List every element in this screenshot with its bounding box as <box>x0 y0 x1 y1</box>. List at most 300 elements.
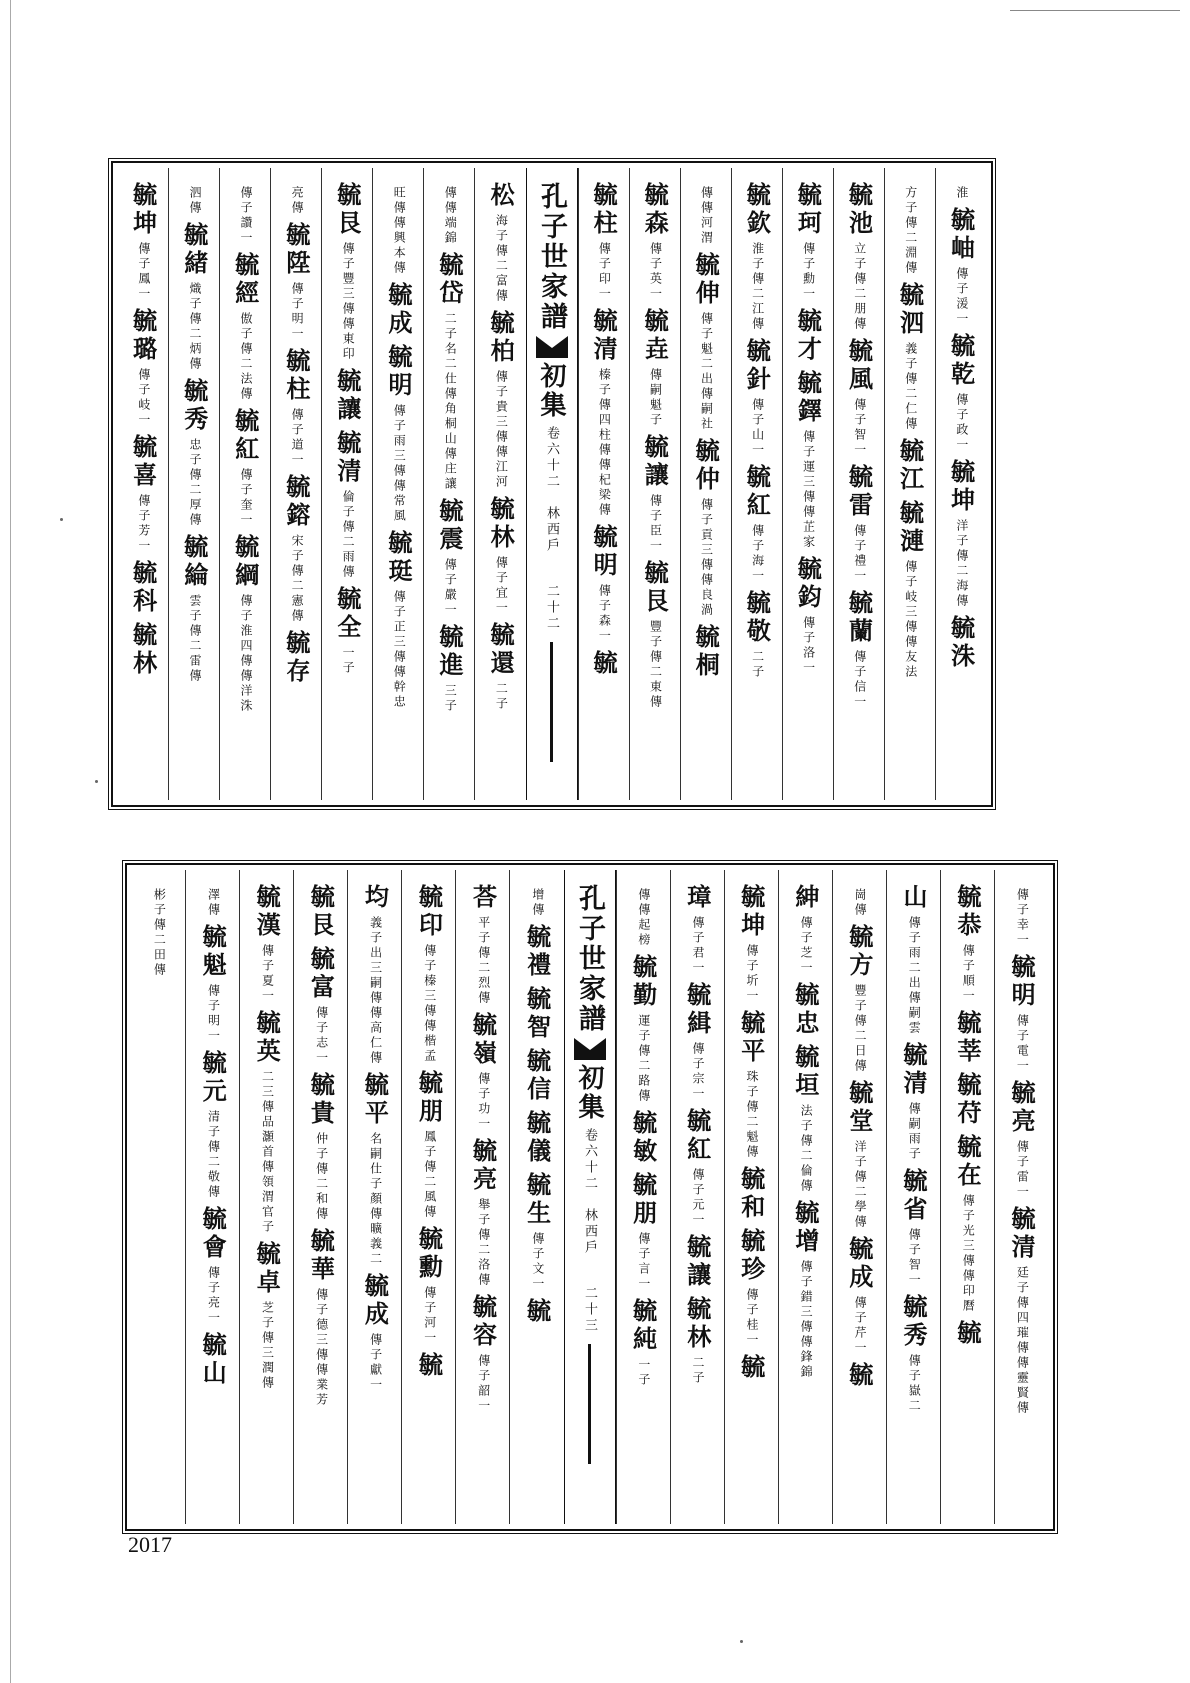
lineage-note: 傳子文一 <box>530 1232 545 1292</box>
person-name: 毓勤 <box>628 954 658 1010</box>
genealogy-entry <box>682 884 712 976</box>
center-fold-header <box>564 870 616 1524</box>
person-name: 毓柏 <box>486 310 516 366</box>
lineage-note: 傳子魁二出傳嗣社 <box>699 312 714 432</box>
person-name: 毓蘭 <box>844 590 874 646</box>
genealogy-entry <box>414 884 444 1064</box>
person-name: 毓綱 <box>230 534 260 590</box>
genealogy-entry <box>946 459 976 609</box>
person-name: 毓成 <box>844 1236 874 1292</box>
genealogy-entry <box>198 1050 228 1200</box>
genealogy-entry <box>230 534 260 714</box>
lineage-note: 豐子傳二東傳 <box>648 620 663 710</box>
person-name: 毓禮 <box>522 924 552 980</box>
book-title: 孔子世家譜 <box>536 182 567 332</box>
lineage-note: 三子 <box>443 684 458 714</box>
person-name: 毓富 <box>306 946 336 1002</box>
person-name: 毓明 <box>1007 954 1037 1010</box>
person-name: 毓讓 <box>332 368 362 424</box>
genealogy-entry <box>468 884 498 1006</box>
genealogy-entry <box>736 1010 766 1160</box>
genealogy-entry <box>360 1072 390 1267</box>
person-name: 毓 <box>953 1320 982 1348</box>
genealogy-entry <box>414 1226 444 1346</box>
person-name: 山 <box>898 884 928 912</box>
text-column <box>994 870 1048 1524</box>
person-name: 毓全 <box>332 586 362 642</box>
genealogy-entry <box>955 1134 980 1314</box>
person-name: 毓柱 <box>589 182 619 238</box>
scan-speck <box>60 518 63 521</box>
leaf-number: 二十三 <box>582 1286 597 1334</box>
lineage-note: 傳子勳一 <box>801 242 816 302</box>
lineage-note: 澤傳 <box>206 888 221 918</box>
text-column <box>578 168 629 800</box>
lineage-note: 忠子傳二厚傳 <box>187 438 202 528</box>
person-name: 毓風 <box>844 338 874 394</box>
person-name: 毓秀 <box>179 378 209 434</box>
genealogy-entry <box>391 182 405 276</box>
genealogy-entry <box>468 1294 498 1414</box>
genealogy-entry <box>790 1200 820 1380</box>
page-columns <box>132 870 1048 1524</box>
lineage-note: 傳子幸一 <box>1015 888 1030 948</box>
genealogy-entry <box>628 1298 658 1388</box>
genealogy-entry <box>522 1298 552 1326</box>
lineage-note: 傳子海一 <box>750 524 765 584</box>
text-column <box>680 168 731 800</box>
genealogy-entry <box>468 1012 498 1132</box>
lineage-note: 傳子湲一 <box>954 267 969 327</box>
lineage-note: 傳子信一 <box>852 650 867 710</box>
person-name: 毓省 <box>898 1168 928 1224</box>
genealogy-entry <box>486 622 516 712</box>
lineage-note: 亮傳 <box>290 186 305 216</box>
person-name: 毓恭 <box>953 884 982 940</box>
text-column <box>185 870 239 1524</box>
lineage-note: 傳子芹一 <box>853 1296 868 1356</box>
genealogy-entry <box>699 182 713 246</box>
genealogy-entry <box>628 954 658 1104</box>
genealogy-entry <box>332 586 362 676</box>
genealogy-entry <box>152 884 166 978</box>
scan-edge-line <box>10 0 11 1683</box>
lineage-note: 宋子傳二憲傳 <box>290 534 305 624</box>
lineage-note: 彬子傳二田傳 <box>152 888 167 978</box>
person-name: 毓垣 <box>790 1044 820 1100</box>
person-name: 毓清 <box>589 308 619 364</box>
lineage-note: 傳子運三傳傳芷家 <box>801 430 816 550</box>
lineage-note: 法子傳二倫傳 <box>799 1104 814 1194</box>
genealogy-entry <box>1015 884 1029 948</box>
genealogy-entry <box>955 1320 980 1348</box>
lineage-note: 傳子功一 <box>476 1072 491 1132</box>
lineage-note: 傳子獻一 <box>368 1333 383 1393</box>
lineage-note: 傳子正三傳傳幹忠 <box>392 590 407 710</box>
genealogy-entry <box>682 1108 712 1228</box>
leaf-number: 二十二 <box>544 584 559 632</box>
genealogy-entry <box>281 222 311 342</box>
person-name: 毓亮 <box>468 1138 498 1194</box>
genealogy-entry <box>198 1332 228 1388</box>
person-name: 毓針 <box>742 338 772 394</box>
genealogy-entry <box>522 986 552 1042</box>
genealogy-entry <box>230 252 260 402</box>
person-name: 毓華 <box>306 1228 336 1284</box>
lineage-note: 傳子言一 <box>636 1232 651 1292</box>
scan-top-line <box>1010 10 1180 11</box>
text-column <box>219 168 270 800</box>
lineage-note: 傳子道一 <box>290 408 305 468</box>
person-name: 毓林 <box>682 1296 712 1352</box>
genealogy-entry <box>895 282 925 432</box>
genealogy-entry <box>281 630 311 686</box>
lineage-note: 義子出三嗣傳傳高仁傳 <box>368 916 383 1066</box>
text-column <box>886 870 940 1524</box>
genealogy-entry <box>640 182 670 302</box>
genealogy-entry <box>742 464 772 584</box>
lineage-note: 傳子雨三傳傳常風 <box>392 404 407 524</box>
lineage-note: 傳子印一 <box>597 242 612 302</box>
fish-tail-mark-icon <box>536 336 568 358</box>
genealogy-entry <box>443 182 457 246</box>
person-name: 毓鈞 <box>793 556 823 612</box>
genealogy-entry <box>332 368 362 424</box>
person-name: 毓漢 <box>252 884 282 940</box>
genealogy-entry <box>691 438 721 618</box>
lineage-note: 倫子傳二雨傳 <box>341 490 356 580</box>
person-name: 毓池 <box>844 182 874 238</box>
person-name: 毓明 <box>589 524 619 580</box>
genealogy-entry <box>128 434 158 554</box>
person-name: 毓珍 <box>736 1228 766 1284</box>
lineage-note: 傳子英一 <box>648 242 663 302</box>
lineage-note: 榛子傳四柱傳傳杞梁傳 <box>597 368 612 518</box>
genealogy-entry <box>179 378 209 528</box>
person-name: 毓洙 <box>946 615 976 671</box>
genealogy-entry <box>437 252 462 492</box>
lineage-note: 傳子德三傳傳業芳 <box>314 1288 329 1408</box>
person-name: 毓才 <box>793 308 823 364</box>
genealogy-entry <box>414 1352 444 1380</box>
genealogy-entry <box>844 1080 874 1230</box>
genealogy-entry <box>636 884 650 948</box>
person-name: 毓增 <box>790 1200 820 1256</box>
genealogy-entry <box>844 182 874 332</box>
person-name: 毓會 <box>198 1206 228 1262</box>
genealogy-entry <box>844 1362 874 1390</box>
genealogy-entry <box>522 1172 552 1292</box>
genealogy-entry <box>198 1206 228 1326</box>
lineage-note: 傳子山一 <box>750 398 765 458</box>
person-name: 毓緝 <box>682 982 712 1038</box>
person-name: 毓印 <box>414 884 444 940</box>
genealogy-entry <box>486 182 516 304</box>
person-name: 毓綸 <box>179 534 209 590</box>
person-name: 毓紅 <box>682 1108 712 1164</box>
lineage-note: 傳子榛三傳傳楷孟 <box>422 944 437 1064</box>
text-column <box>270 168 321 800</box>
lineage-note: 傳子芳一 <box>136 494 151 554</box>
genealogy-entry <box>790 982 820 1038</box>
fold-bar <box>550 642 553 762</box>
text-column <box>616 870 670 1524</box>
genealogy-entry <box>793 556 823 676</box>
genealogy-entry <box>230 408 260 528</box>
page-number: 2017 <box>128 1532 172 1557</box>
text-column <box>347 870 401 1524</box>
person-name: 毓艮 <box>306 884 336 940</box>
lineage-note: 傳子貢三傳傳良渦 <box>699 498 714 618</box>
person-name: 毓漣 <box>895 500 925 556</box>
lineage-note: 一子 <box>636 1358 651 1388</box>
text-column <box>884 168 935 800</box>
lineage-note: 豐子傳二日傳 <box>853 984 868 1074</box>
lineage-note: 傳子智一 <box>907 1228 922 1288</box>
text-column <box>731 168 782 800</box>
person-name: 毓岫 <box>946 207 976 263</box>
lineage-note: 傳子宗一 <box>690 1042 705 1102</box>
person-name: 毓元 <box>198 1050 228 1106</box>
lineage-note: 傳子岐三傳傳友法 <box>903 560 918 680</box>
lineage-note: 傳傳起榜 <box>636 888 651 948</box>
lineage-note: 傳子韶一 <box>476 1354 491 1414</box>
genealogy-entry <box>522 1048 552 1104</box>
genealogy-entry <box>383 282 413 338</box>
text-column <box>833 168 884 800</box>
genealogy-entry <box>954 182 968 201</box>
text-column <box>168 168 219 800</box>
text-column <box>832 870 886 1524</box>
person-name: 毓純 <box>628 1298 658 1354</box>
person-name: 毓鐸 <box>793 370 823 426</box>
person-name: 毓容 <box>468 1294 498 1350</box>
lineage-note: 傳子森一 <box>597 584 612 644</box>
lineage-note: 立子傳二朋傳 <box>852 242 867 332</box>
genealogy-entry <box>736 884 766 1004</box>
lineage-note: 鳳子傳二風傳 <box>422 1130 437 1220</box>
person-name: 毓乾 <box>946 333 976 389</box>
genealogy-entry <box>252 1010 282 1235</box>
person-name: 毓敏 <box>628 1110 658 1166</box>
genealogy-entry <box>281 474 311 624</box>
genealogy-entry <box>628 1110 658 1166</box>
genealogy-entry <box>844 924 874 1074</box>
lineage-note: 傳子禮一 <box>852 524 867 584</box>
lineage-note: 珠子傳二魁傳 <box>745 1070 760 1160</box>
person-name: 毓林 <box>128 622 158 678</box>
person-name: 毓敬 <box>742 590 772 646</box>
genealogy-entry <box>903 182 917 276</box>
person-name: 毓清 <box>898 1042 928 1098</box>
lineage-note: 傳嗣魁子 <box>648 368 663 428</box>
lineage-note: 傳子岐一 <box>136 368 151 428</box>
lineage-note: 傳子智一 <box>852 398 867 458</box>
person-name: 毓勳 <box>414 1226 444 1282</box>
text-column <box>724 870 778 1524</box>
person-name: 毓莘 <box>953 1010 982 1066</box>
person-name: 均 <box>360 884 390 912</box>
person-name: 毓貴 <box>306 1072 336 1128</box>
lineage-note: 二三傳品灝首傳領渭官子 <box>260 1070 275 1235</box>
person-name: 毓信 <box>522 1048 552 1104</box>
person-name: 毓緒 <box>179 222 209 278</box>
lineage-note: 傳子亮一 <box>206 1266 221 1326</box>
person-name: 毓明 <box>383 344 413 400</box>
person-name: 毓嶺 <box>468 1012 498 1068</box>
person-name: 毓紅 <box>230 408 260 464</box>
genealogy-entry <box>198 924 228 1044</box>
genealogy-entry <box>640 560 670 710</box>
lineage-note: 傳嗣雨子 <box>907 1102 922 1162</box>
person-name: 毓 <box>736 1354 766 1382</box>
lineage-note: 運子傳二路傳 <box>636 1014 651 1104</box>
person-name: 毓珂 <box>793 182 823 238</box>
person-name: 紳 <box>790 884 820 912</box>
text-column <box>670 870 724 1524</box>
genealogy-entry <box>306 946 336 1066</box>
lineage-note: 二子名二仕傳角桐山傳庄讓 <box>443 312 458 492</box>
person-name: 毓山 <box>198 1332 228 1388</box>
person-name: 毓珽 <box>383 530 413 586</box>
lineage-note: 傳子夏一 <box>260 944 275 1004</box>
genealogy-entry <box>793 370 823 550</box>
genealogy-entry <box>383 344 413 524</box>
person-name: 毓坤 <box>946 459 976 515</box>
lineage-note: 平子傳二烈傳 <box>476 916 491 1006</box>
genealogy-page-22 <box>108 158 996 810</box>
person-name: 毓讓 <box>640 434 670 490</box>
genealogy-entry <box>522 924 552 980</box>
person-name: 毓忠 <box>790 982 820 1038</box>
person-name: 毓柱 <box>281 348 311 404</box>
text-column <box>940 870 994 1524</box>
lineage-note: 傳子臣一 <box>648 494 663 554</box>
genealogy-entry <box>682 1296 712 1386</box>
person-name: 毓成 <box>360 1273 390 1329</box>
lineage-note: 傲子傳二法傳 <box>239 312 254 402</box>
lineage-note: 旺傳傳興本傳 <box>392 186 407 276</box>
fold-bar <box>588 1344 591 1464</box>
text-column <box>372 168 423 800</box>
genealogy-entry <box>955 1010 980 1066</box>
genealogy-entry <box>206 884 220 918</box>
lineage-note: 傳子志一 <box>314 1006 329 1066</box>
person-name: 松 <box>486 182 516 210</box>
person-name: 毓垚 <box>640 308 670 364</box>
person-name: 毓桐 <box>691 624 721 680</box>
genealogy-entry <box>360 884 390 1066</box>
person-name: 毓喜 <box>128 434 158 490</box>
lineage-note: 傳子淮四傳傳洋洙 <box>239 594 254 714</box>
lineage-note: 增傳 <box>530 888 545 918</box>
lineage-note: 傳子光三傳傳印曆 <box>961 1194 976 1314</box>
genealogy-entry <box>437 624 462 714</box>
genealogy-entry <box>589 182 619 302</box>
text-column <box>132 870 185 1524</box>
lineage-note: 熾子傳二炳傳 <box>187 282 202 372</box>
genealogy-entry <box>736 1166 766 1222</box>
lineage-note: 傳子洛一 <box>801 616 816 676</box>
lineage-note: 傳子鳳一 <box>136 242 151 302</box>
genealogy-entry <box>522 1110 552 1166</box>
genealogy-entry <box>852 884 866 918</box>
person-name: 毓艮 <box>640 560 670 616</box>
person-name: 毓江 <box>895 438 925 494</box>
person-name: 毓仲 <box>691 438 721 494</box>
genealogy-entry <box>383 530 413 710</box>
genealogy-entry <box>742 338 772 458</box>
lineage-note: 一子 <box>341 646 356 676</box>
person-name: 毓陞 <box>281 222 311 278</box>
lineage-note: 泗傳 <box>187 186 202 216</box>
genealogy-entry <box>898 884 928 1036</box>
person-name: 毓坤 <box>736 884 766 940</box>
person-name: 毓璐 <box>128 308 158 364</box>
genealogy-entry <box>955 1072 980 1128</box>
lineage-note: 淮 <box>954 186 969 201</box>
lineage-note: 傳傳端錦 <box>443 186 458 246</box>
genealogy-entry <box>128 560 158 616</box>
lineage-note: 廷子傳四璀傳傳靈賢傳 <box>1015 1266 1030 1416</box>
lineage-note: 洋子傳二海傳 <box>954 519 969 609</box>
text-column <box>401 870 455 1524</box>
genealogy-entry <box>742 590 772 680</box>
center-fold-header <box>526 168 578 800</box>
lineage-note: 傳子嶽二 <box>907 1354 922 1414</box>
genealogy-entry <box>793 182 823 302</box>
person-name: 毓 <box>522 1298 552 1326</box>
lineage-note: 傳子雨二出傳嗣雲 <box>907 916 922 1036</box>
person-name: 毓紅 <box>742 464 772 520</box>
person-name: 毓苻 <box>953 1072 982 1128</box>
genealogy-entry <box>360 1273 390 1393</box>
fish-tail-mark-icon <box>574 1038 606 1060</box>
text-column <box>778 870 832 1524</box>
genealogy-entry <box>844 590 874 710</box>
genealogy-entry <box>1007 954 1037 1074</box>
lineage-note: 洋子傳二學傳 <box>853 1140 868 1230</box>
person-name: 毓泗 <box>895 282 925 338</box>
person-name: 毓平 <box>360 1072 390 1128</box>
person-name: 毓生 <box>522 1172 552 1228</box>
lineage-note: 名嗣仕子顏傳曠義二 <box>368 1132 383 1267</box>
person-name: 毓讓 <box>682 1234 712 1290</box>
lineage-note: 傳子圻一 <box>745 944 760 1004</box>
lineage-note: 傳子電一 <box>1015 1014 1030 1074</box>
genealogy-entry <box>128 308 158 428</box>
lineage-note: 淮子傳二江傳 <box>750 242 765 332</box>
person-name: 毓成 <box>383 282 413 338</box>
scan-speck <box>95 780 98 783</box>
genealogy-entry <box>306 1228 336 1408</box>
genealogy-entry <box>628 1172 658 1292</box>
lineage-note: 舉子傳二洛傳 <box>476 1198 491 1288</box>
lineage-note: 傳子奎一 <box>239 468 254 528</box>
genealogy-entry <box>895 500 925 680</box>
genealogy-entry <box>946 615 976 671</box>
genealogy-entry <box>332 430 362 580</box>
lineage-note: 傳傳河渭 <box>699 186 714 246</box>
text-column <box>118 168 168 800</box>
genealogy-entry <box>179 222 209 372</box>
genealogy-entry <box>589 308 619 518</box>
person-name: 毓欽 <box>742 182 772 238</box>
lineage-note: 傳子明一 <box>206 984 221 1044</box>
person-name: 毓英 <box>252 1010 282 1066</box>
person-name: 毓智 <box>522 986 552 1042</box>
genealogy-entry <box>742 182 772 332</box>
